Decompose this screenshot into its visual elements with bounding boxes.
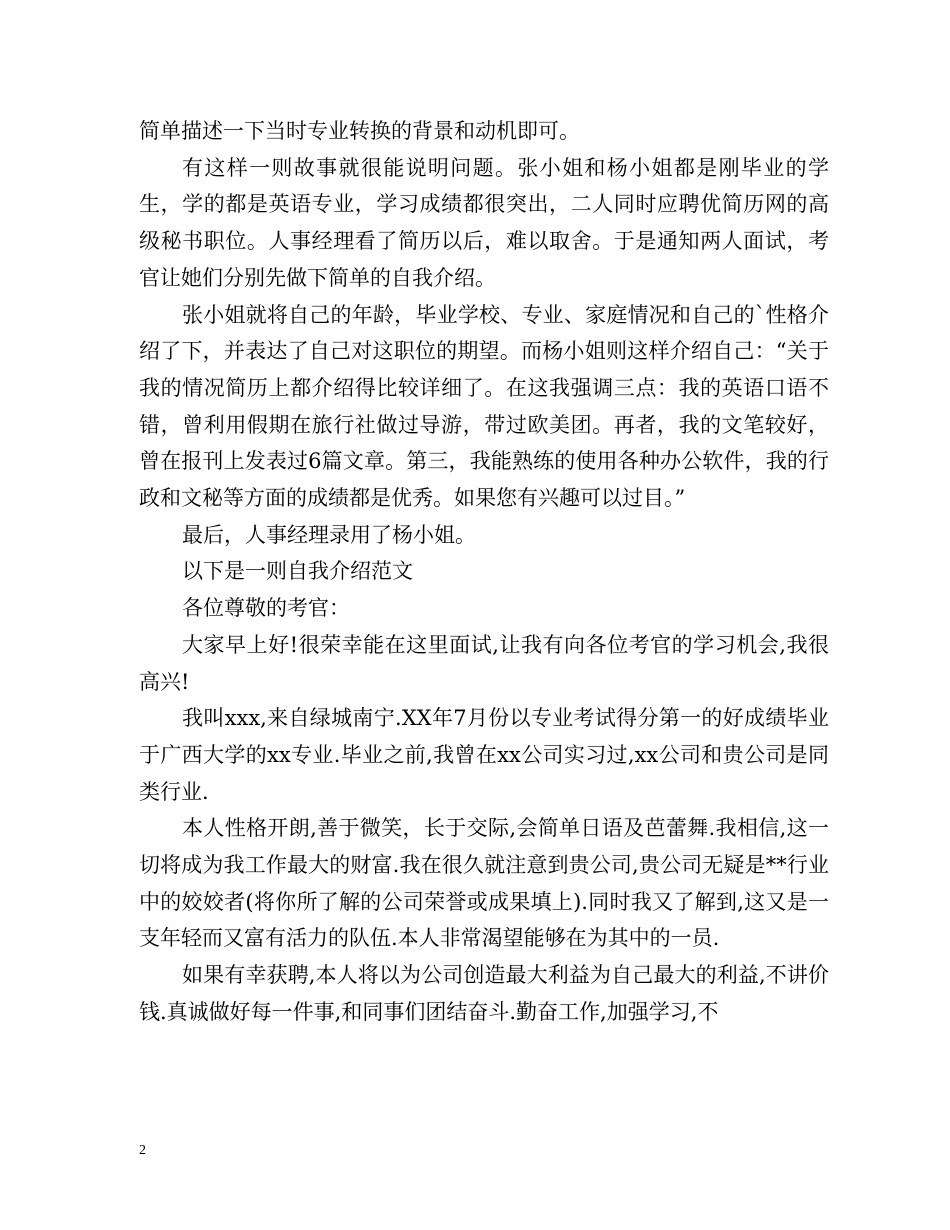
paragraph: 以下是一则自我介绍范文 — [182, 559, 413, 584]
paragraph: 有这样一则故事就很能说明问题。张小姐和杨小姐都是刚毕业的学生，学的都是英语专业，学习成绩都很突出，二人同时应聘优简历网的高级秘书职位。人事经理看了简历以后，难以取舍。于是通知两人面试，考官让她们分别先做下简单的自我介绍。 — [139, 155, 829, 290]
paragraph: 简单描述一下当时专业转换的背景和动机即可。 — [139, 119, 580, 143]
body-text — [139, 113, 829, 1031]
paragraph: 最后，人事经理录用了杨小姐。 — [182, 522, 476, 547]
page-number: 2 — [139, 1143, 146, 1158]
paragraph: 大家早上好!很荣幸能在这里面试,让我有向各位考官的学习机会,我很高兴! — [139, 632, 829, 694]
paragraph: 各位尊敬的考官： — [182, 596, 350, 621]
paragraph: 如果有幸获聘,本人将以为公司创造最大利益为自己最大的利益,不讲价钱.真诚做好每一件事,和同事们团结奋斗.勤奋工作,加强学习,不 — [139, 963, 829, 1024]
paragraph: 本人性格开朗,善于微笑，长于交际,会简单日语及芭蕾舞.我相信,这一切将成为我工作最大的财富.我在很久就注意到贵公司,贵公司无疑是**行业中的姣姣者(将你所了解的公司荣誉或成果填上).同时我又了解到,这又是一支年轻而又富有活力的队伍.本人非常渴望能够在为其中的一员. — [139, 816, 829, 951]
paragraph: 我叫xxx,来自绿城南宁.XX年7月份以专业考试得分第一的好成绩毕业于广西大学的xx专业.毕业之前,我曾在xx公司实习过,xx公司和贵公司是同类行业. — [139, 706, 829, 804]
paragraph: 张小姐就将自己的年龄，毕业学校、专业、家庭情况和自己的`性格介绍了下，并表达了自己对这职位的期望。而杨小姐则这样介绍自己：“关于我的情况简历上都介绍得比较详细了。在这我强调三点：我的英语口语不错，曾利用假期在旅行社做过导游，带过欧美团。再者，我的文笔较好，曾在报刊上发表过6篇文章。第三，我能熟练的使用各种办公软件，我的行政和文秘等方面的成绩都是优秀。如果您有兴趣可以过目。” — [139, 302, 829, 511]
